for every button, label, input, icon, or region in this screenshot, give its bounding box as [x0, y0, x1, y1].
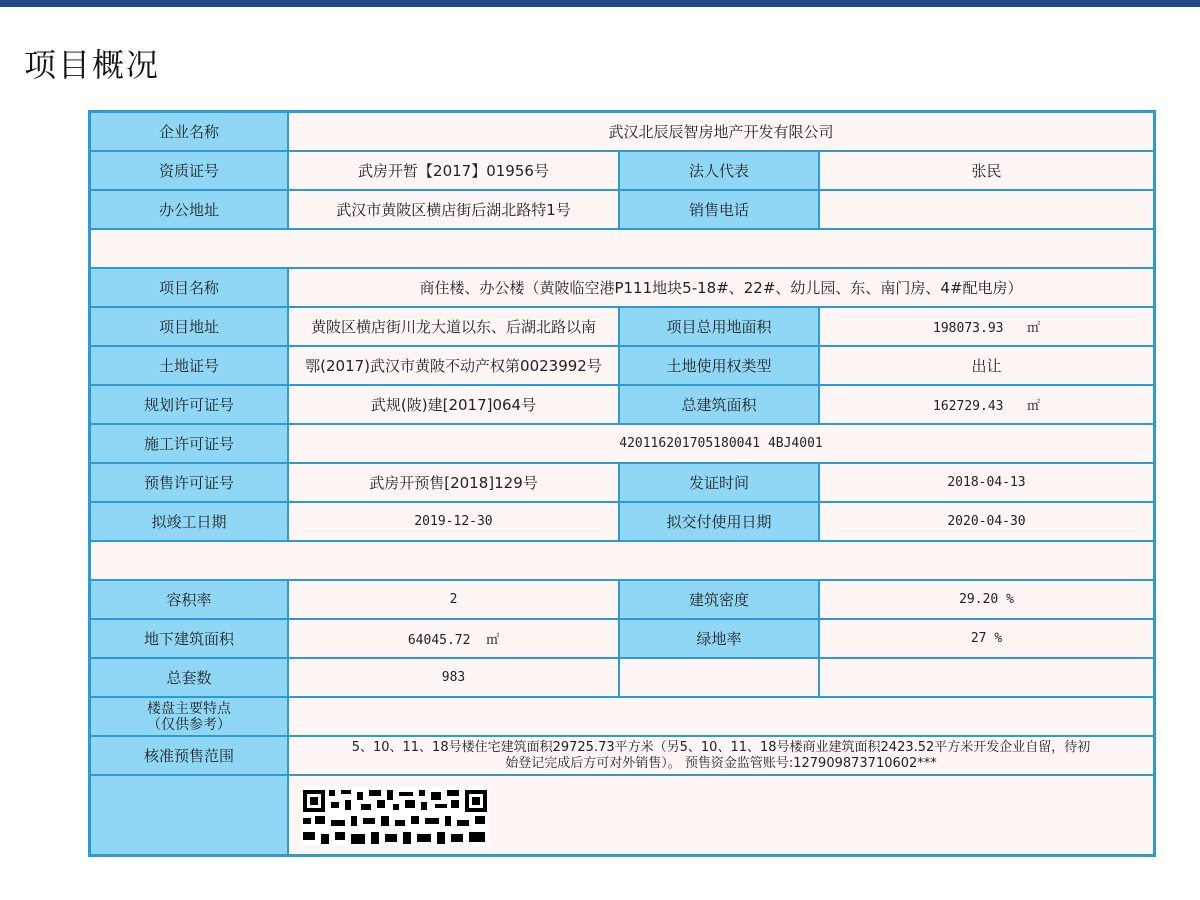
presale-scope-value — [288, 736, 1154, 775]
issue-date-value: 2018-04-13 — [819, 463, 1154, 502]
underground-area-cell — [288, 619, 619, 658]
table-row — [90, 463, 1154, 502]
presale-scope-line1: 5、10、11、18号楼住宅建筑面积29725.73平方米（另5、10、11、18号楼商业建筑面积2423.52平方米开发企业自留，待初 — [351, 739, 1091, 755]
land-area-value: 198073.93 — [933, 321, 1004, 336]
total-units-value: 983 — [288, 658, 619, 697]
green-rate-label: 绿地率 — [619, 619, 819, 658]
features-label — [90, 697, 288, 736]
table-row — [90, 385, 1154, 424]
underground-area-label: 地下建筑面积 — [90, 619, 288, 658]
build-area-value: 162729.43 — [933, 399, 1004, 414]
features-label-line2: （仅供参考） — [147, 716, 231, 733]
table-row — [90, 502, 1154, 541]
table-row — [90, 658, 1154, 697]
issue-date-label: 发证时间 — [619, 463, 819, 502]
far-label: 容积率 — [90, 580, 288, 619]
page-title: 项目概况 — [24, 46, 161, 84]
presale-permit-label: 预售许可证号 — [90, 463, 288, 502]
cert-value: 武房开暂【2017】01956号 — [288, 151, 619, 190]
table-row — [90, 619, 1154, 658]
office-address-value: 武汉市黄陂区横店街后湖北路特1号 — [288, 190, 619, 229]
qr-code-image — [301, 786, 489, 846]
company-name-label: 企业名称 — [90, 112, 288, 151]
land-area-label: 项目总用地面积 — [619, 307, 819, 346]
completion-date-value: 2019-12-30 — [288, 502, 619, 541]
project-info-table — [88, 110, 1156, 857]
area-unit: ㎡ — [1026, 399, 1040, 414]
green-rate-value: 27 % — [819, 619, 1154, 658]
sales-phone-value — [819, 190, 1154, 229]
company-name-value: 武汉北辰辰智房地产开发有限公司 — [288, 112, 1154, 151]
project-name-label: 项目名称 — [90, 268, 288, 307]
delivery-date-value: 2020-04-30 — [819, 502, 1154, 541]
office-address-label: 办公地址 — [90, 190, 288, 229]
delivery-date-label: 拟交付使用日期 — [619, 502, 819, 541]
empty-cell — [819, 658, 1154, 697]
qr-code-cell — [288, 775, 1154, 855]
qr-code-icon — [301, 786, 489, 846]
table-row — [90, 190, 1154, 229]
build-area-label: 总建筑面积 — [619, 385, 819, 424]
land-type-value: 出让 — [819, 346, 1154, 385]
plan-permit-value: 武规(陂)建[2017]064号 — [288, 385, 619, 424]
empty-cell — [619, 658, 819, 697]
presale-scope-label: 核准预售范围 — [90, 736, 288, 775]
plan-permit-label: 规划许可证号 — [90, 385, 288, 424]
total-units-label: 总套数 — [90, 658, 288, 697]
land-type-label: 土地使用权类型 — [619, 346, 819, 385]
construct-permit-value: 420116201705180041 4BJ4001 — [288, 424, 1154, 463]
area-unit: ㎡ — [486, 633, 500, 648]
land-area-cell — [819, 307, 1154, 346]
table-row — [90, 697, 1154, 736]
far-value: 2 — [288, 580, 619, 619]
table-row — [90, 736, 1154, 775]
land-cert-value: 鄂(2017)武汉市黄陂不动产权第0023992号 — [288, 346, 619, 385]
density-value: 29.20 % — [819, 580, 1154, 619]
table-spacer-row — [90, 229, 1154, 268]
features-value — [288, 697, 1154, 736]
underground-area-value: 64045.72 — [407, 633, 471, 648]
table-row — [90, 580, 1154, 619]
qr-label-cell — [90, 775, 288, 855]
presale-permit-value: 武房开预售[2018]129号 — [288, 463, 619, 502]
build-area-cell — [819, 385, 1154, 424]
project-address-value: 黄陂区横店街川龙大道以东、后湖北路以南 — [288, 307, 619, 346]
features-label-line1: 楼盘主要特点 — [147, 700, 231, 717]
sales-phone-label: 销售电话 — [619, 190, 819, 229]
completion-date-label: 拟竣工日期 — [90, 502, 288, 541]
table-row — [90, 775, 1154, 855]
construct-permit-label: 施工许可证号 — [90, 424, 288, 463]
cert-label: 资质证号 — [90, 151, 288, 190]
top-banner-bar — [0, 0, 1200, 7]
table-row — [90, 268, 1154, 307]
project-address-label: 项目地址 — [90, 307, 288, 346]
table-row — [90, 112, 1154, 151]
table-row — [90, 346, 1154, 385]
table-spacer-row — [90, 541, 1154, 580]
table-row — [90, 151, 1154, 190]
land-cert-label: 土地证号 — [90, 346, 288, 385]
table-row — [90, 424, 1154, 463]
presale-scope-line2: 始登记完成后方可对外销售）。 预售资金监管账号:127909873710602*** — [505, 755, 937, 771]
project-name-value: 商住楼、办公楼（黄陂临空港P111地块5-18#、22#、幼儿园、东、南门房、4#配电房） — [288, 268, 1154, 307]
legal-rep-label: 法人代表 — [619, 151, 819, 190]
legal-rep-value: 张民 — [819, 151, 1154, 190]
table-row — [90, 307, 1154, 346]
area-unit: ㎡ — [1026, 321, 1040, 336]
density-label: 建筑密度 — [619, 580, 819, 619]
